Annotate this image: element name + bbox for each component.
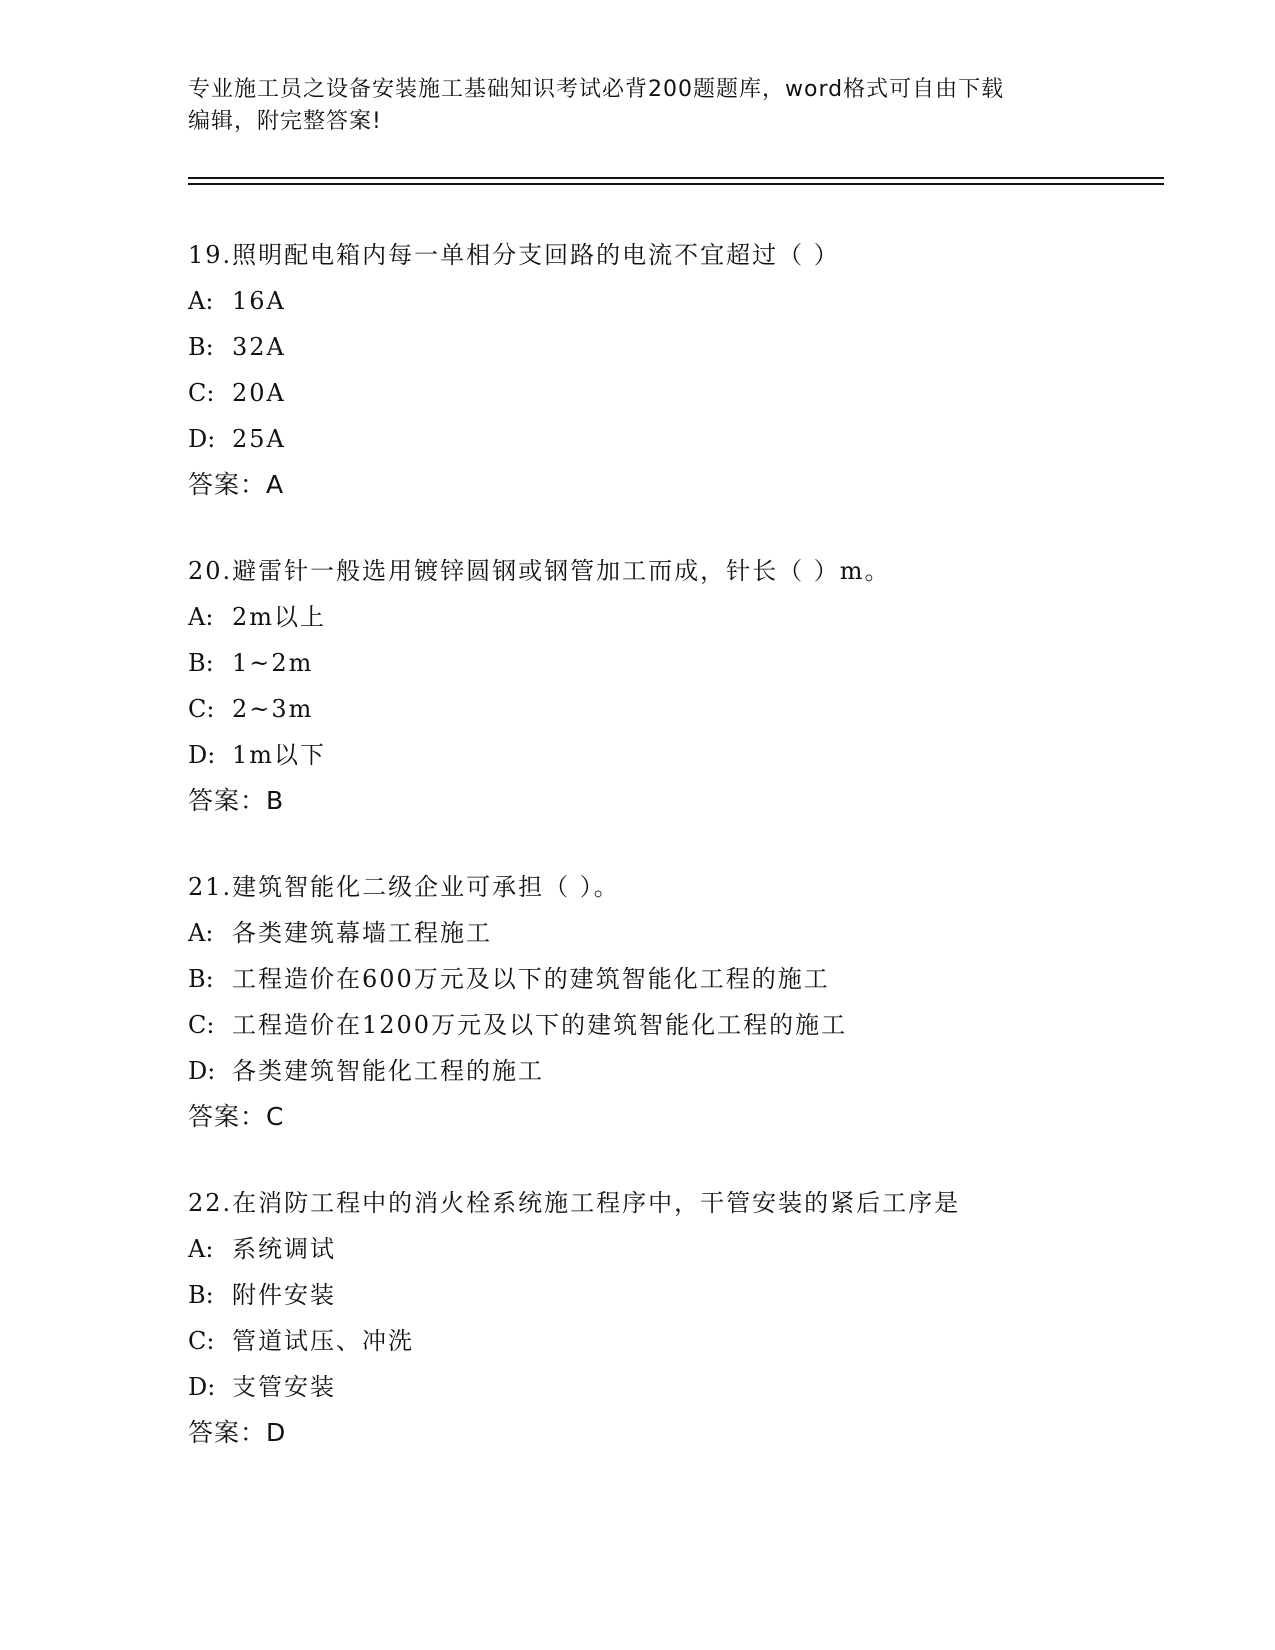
answer-line: 答案：D: [188, 1418, 287, 1447]
header-divider-top: [188, 177, 1164, 179]
question-block: [188, 548, 1168, 824]
option-a: A: 各类建筑幕墙工程施工: [188, 919, 492, 947]
option-c: C: 工程造价在1200万元及以下的建筑智能化工程的施工: [188, 1011, 848, 1039]
header-line-2: 编辑，附完整答案!: [188, 109, 382, 134]
answer-line: 答案：C: [188, 1102, 285, 1131]
option-c: C: 20A: [188, 379, 286, 407]
question-block: [188, 1180, 1168, 1456]
option-d: D: 各类建筑智能化工程的施工: [188, 1057, 544, 1085]
option-c: C: 管道试压、冲洗: [188, 1327, 414, 1355]
question-stem: 20.避雷针一般选用镀锌圆钢或钢管加工而成，针长（ ）m。: [188, 557, 891, 585]
option-b: B: 附件安装: [188, 1281, 336, 1309]
option-d: D: 25A: [188, 425, 286, 453]
header-line-1: 专业施工员之设备安装施工基础知识考试必背200题题库，word格式可自由下载: [188, 77, 1005, 102]
question-stem: 21.建筑智能化二级企业可承担（ ）。: [188, 873, 620, 901]
question-stem: 22.在消防工程中的消火栓系统施工程序中，干管安装的紧后工序是: [188, 1189, 961, 1217]
answer-line: 答案：A: [188, 470, 285, 499]
option-a: A: 系统调试: [188, 1235, 336, 1263]
option-c: C: 2~3m: [188, 695, 314, 723]
option-a: A: 2m以上: [188, 603, 327, 631]
question-block: [188, 864, 1168, 1140]
answer-line: 答案：B: [188, 786, 285, 815]
question-block: [188, 232, 1168, 508]
document-header: [188, 74, 1088, 138]
option-a: A: 16A: [188, 287, 286, 315]
question-stem: 19.照明配电箱内每一单相分支回路的电流不宜超过（ ）: [188, 241, 840, 269]
option-b: B: 32A: [188, 333, 286, 361]
option-d: D: 支管安装: [188, 1373, 336, 1401]
option-d: D: 1m以下: [188, 741, 327, 769]
option-b: B: 工程造价在600万元及以下的建筑智能化工程的施工: [188, 965, 830, 993]
header-divider-bottom: [188, 183, 1164, 185]
option-b: B: 1~2m: [188, 649, 314, 677]
